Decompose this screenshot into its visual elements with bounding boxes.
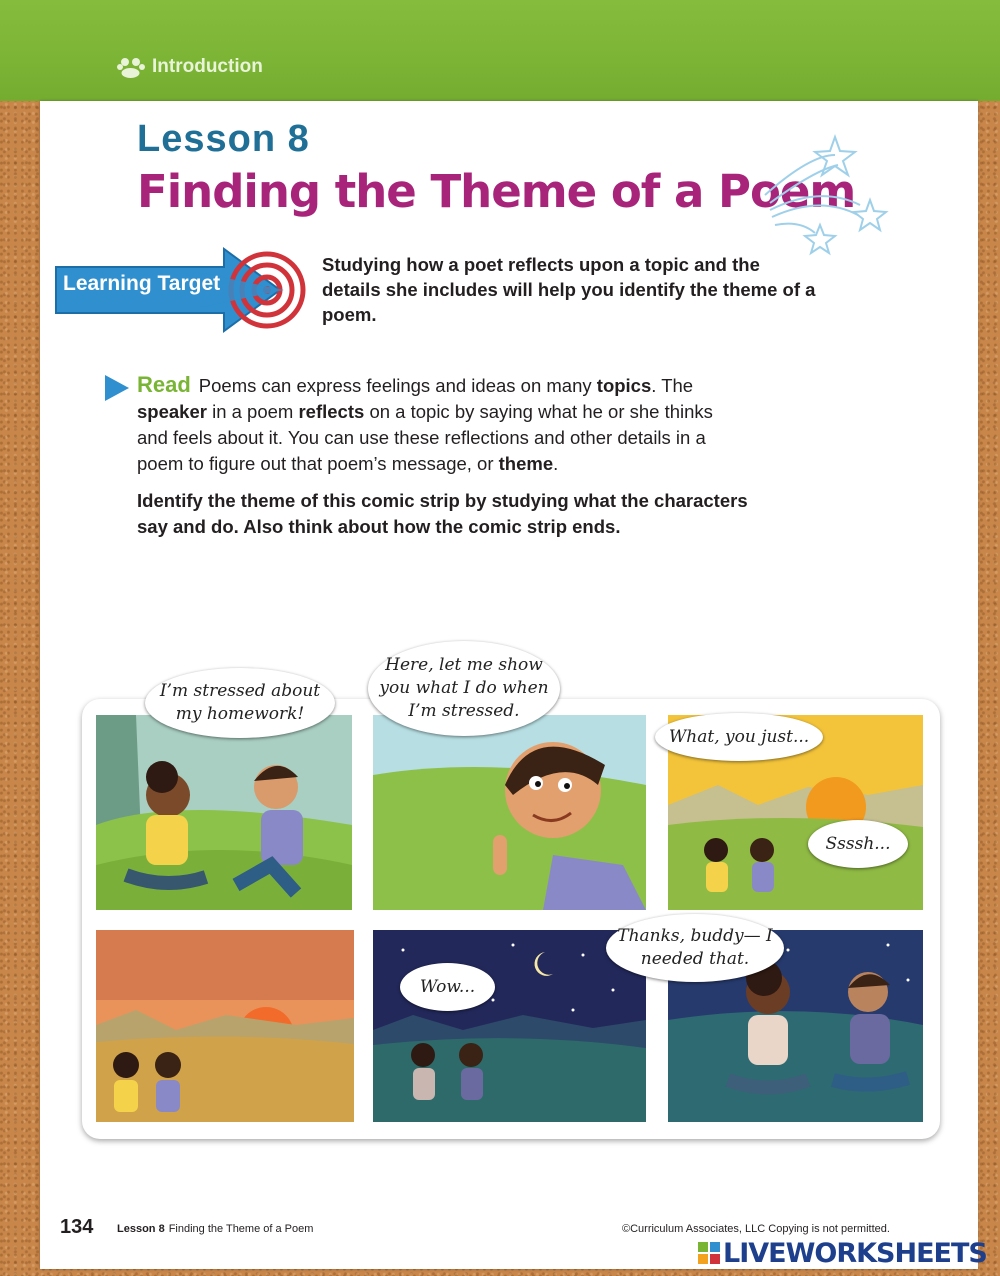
page-number: 134 (60, 1216, 94, 1238)
read-label: Read (137, 372, 191, 397)
instruction-text: Identify the theme of this comic strip by studying what the characters say and do. Also think about how the comic strip ends. (137, 490, 748, 537)
comic-panel-1 (96, 715, 352, 910)
section-header-bar (0, 0, 1000, 101)
comic-panel-4 (96, 930, 354, 1122)
group-people-icon (116, 56, 146, 78)
liveworksheets-logo-icon (698, 1242, 720, 1264)
read-play-arrow-icon (103, 373, 131, 403)
term-speaker: speaker (137, 401, 207, 422)
liveworksheets-watermark: LIVEWORKSHEETS (698, 1238, 987, 1269)
section-label-text: Introduction (152, 56, 263, 77)
term-theme: theme (498, 453, 554, 474)
learning-target-label: Learning Target (63, 272, 221, 295)
speech-bubble-6: Thanks, buddy— I needed that. (606, 914, 784, 982)
speech-bubble-5: Wow... (400, 963, 495, 1011)
lesson-number: Lesson 8 (137, 118, 310, 160)
copyright-notice: ©Curriculum Associates, LLC Copying is not permitted. (622, 1223, 890, 1235)
speech-bubble-2: Here, let me show you what I do when I’m stressed. (368, 641, 560, 736)
term-reflects: reflects (298, 401, 365, 422)
speech-bubble-3: What, you just... (655, 713, 823, 761)
read-paragraph: Read Poems can express feelings and ideas on many topics. The speaker in a poem reflects on a topic by saying what he or she thinks and feels about it. You can use these reflections and other details in a poem to figure out that poem’s message, or theme. (137, 372, 713, 474)
speech-bubble-4: Ssssh... (808, 820, 908, 868)
speech-bubble-1: I’m stressed about my homework! (145, 668, 335, 738)
learning-target-description: Studying how a poet reflects upon a topic and the details she includes will help you identify the theme of a poem. (322, 254, 816, 325)
footer-lesson-title: Lesson 8 Finding the Theme of a Poem (117, 1223, 314, 1235)
comic-panel-2 (373, 715, 646, 910)
term-topics: topics (596, 375, 652, 396)
section-label (116, 56, 263, 78)
lesson-title: Finding the Theme of a Poem (137, 165, 856, 218)
